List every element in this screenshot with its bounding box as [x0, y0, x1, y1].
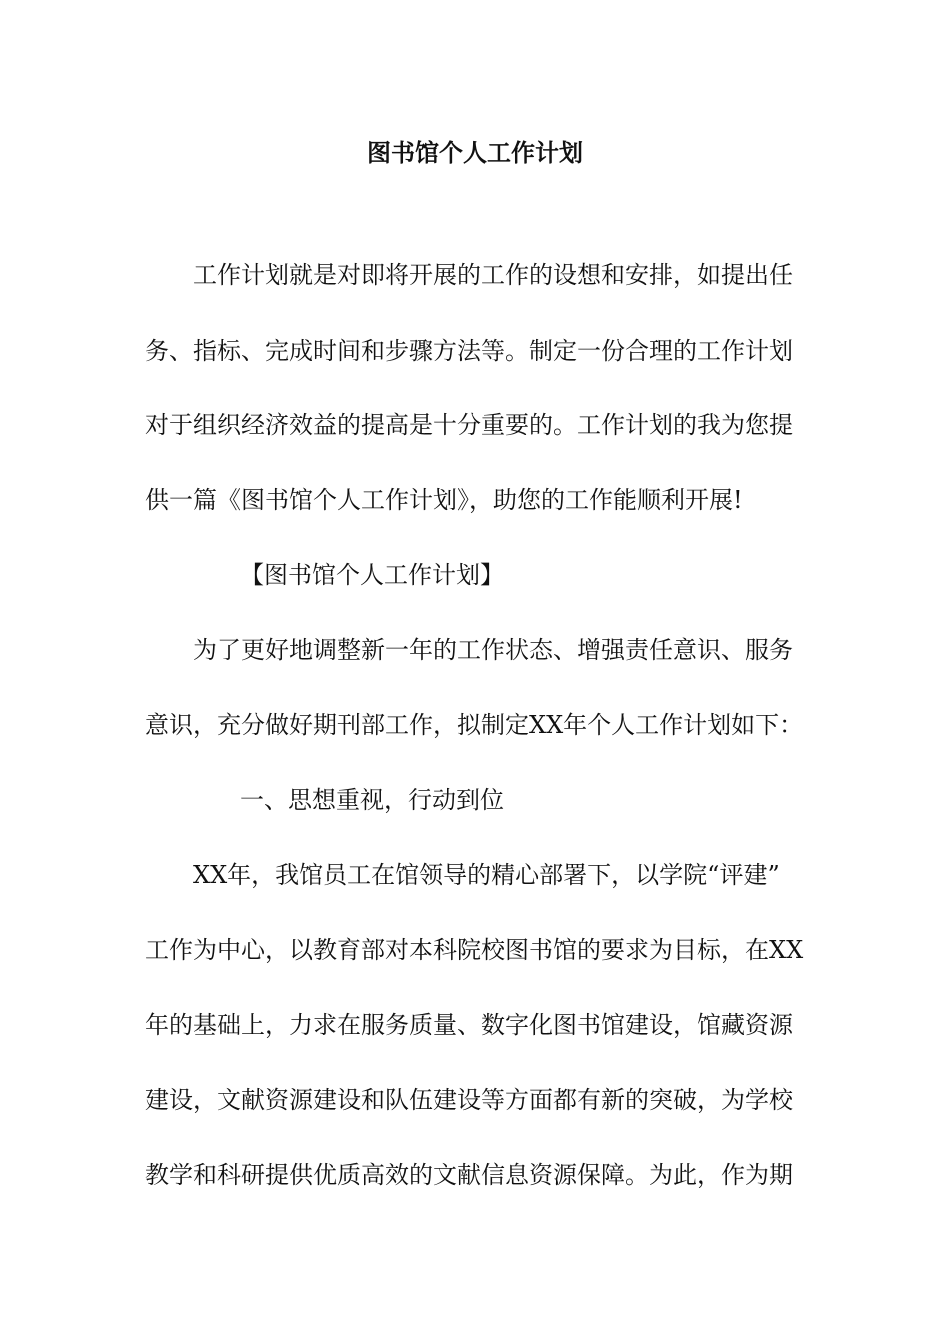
document-title: 图书馆个人工作计划 [367, 138, 583, 167]
paragraph-line: 对于组织经济效益的提高是十分重要的。工作计划的我为您提 [145, 411, 793, 439]
paragraph-line: 工作为中心，以教育部对本科院校图书馆的要求为目标，在XX [145, 936, 804, 964]
paragraph-line: 为了更好地调整新一年的工作状态、增强责任意识、服务 [193, 636, 793, 664]
paragraph-line: 年的基础上，力求在服务质量、数字化图书馆建设，馆藏资源 [145, 1011, 793, 1039]
subsection-heading: 一、思想重视，行动到位 [240, 786, 504, 814]
paragraph-line: 供一篇《图书馆个人工作计划》，助您的工作能顺利开展! [145, 486, 743, 514]
section-heading: 【图书馆个人工作计划】 [240, 561, 504, 589]
paragraph-line: 意识，充分做好期刊部工作，拟制定XX年个人工作计划如下： [145, 711, 804, 739]
paragraph-line: 教学和科研提供优质高效的文献信息资源保障。为此，作为期 [145, 1161, 793, 1189]
paragraph-line: XX年，我馆员工在馆领导的精心部署下，以学院“评建” [193, 861, 780, 889]
paragraph-line: 工作计划就是对即将开展的工作的设想和安排，如提出任 [193, 261, 793, 289]
paragraph-line: 务、指标、完成时间和步骤方法等。制定一份合理的工作计划 [145, 337, 793, 365]
paragraph-line: 建设，文献资源建设和队伍建设等方面都有新的突破，为学校 [145, 1086, 793, 1114]
